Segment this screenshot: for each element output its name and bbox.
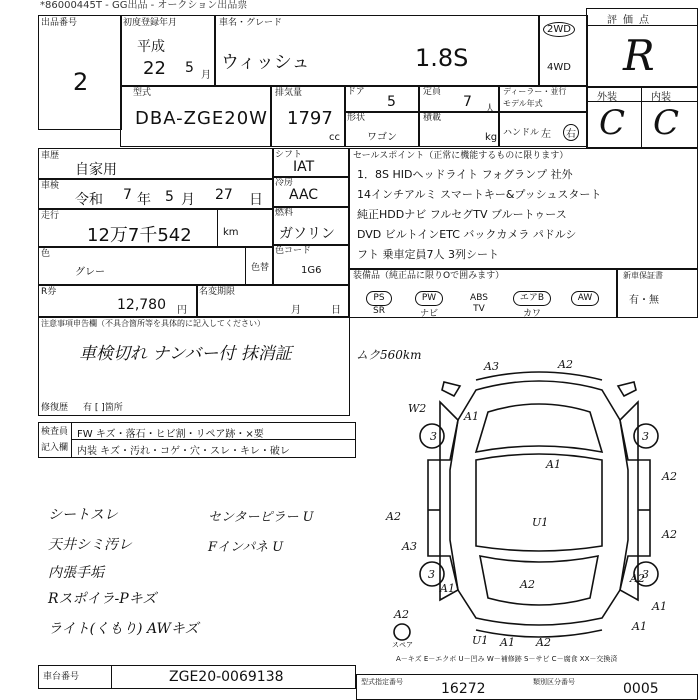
wheel-label: 3 [428,568,435,581]
handle-cell [498,111,588,147]
damage-label: A2 [394,608,409,621]
inspector-label2: 記入欄 [41,443,69,453]
fuel-label: 燃料 [275,208,294,218]
equip-top: PW [415,291,443,306]
reg-month: 5 [185,60,194,76]
interior-value: C [653,103,680,143]
dealer-cell [498,85,588,113]
bottom-bar-label2: 類別区分番号 [533,678,575,686]
reg-year: 22 [143,58,166,79]
color-value: グレー [75,267,105,278]
score-value: R [623,31,655,80]
drive-4wd: 4WD [547,62,571,73]
damage-label: W2 [408,402,427,415]
damage-label: A1 [440,582,455,595]
equip-bottom: TV [473,304,485,314]
loading-unit: kg [485,132,498,143]
capacity-cell [418,85,500,113]
shift-cell [272,148,350,178]
left-note: Rスポイラ-Pキズ [48,591,157,607]
score-label: 評価点 [607,15,655,26]
damage-label: A2 [558,360,573,371]
damage-label: A3 [484,360,499,373]
lot-number: 2 [73,68,89,96]
damage-label: A1 [464,410,479,423]
door-value: 5 [387,94,396,110]
repair-value: 有 [ ]箇所 [83,403,123,413]
capacity-label: 定員 [423,87,442,97]
equip-top: PS [366,291,391,306]
diagram-legend: A－キズ E－エクボ U－凹み W－補修跡 S－サビ C－腐食 XX－交換済 [396,655,618,663]
model-label: 車名・グレード [219,18,283,28]
wheel-label: 3 [430,430,437,443]
handle-label: ハンドル [503,128,540,138]
reg-cell [120,15,216,87]
interior-label: 内装 [651,92,671,103]
chassis-label: 車台番号 [43,672,80,682]
price-value: 12,780 [117,297,166,313]
wheel-label: 3 [642,568,649,581]
grade: 1.8S [415,44,469,72]
door-cell [344,85,420,113]
meigi-month: 月 [291,305,301,316]
fuel-value: ガソリン [279,226,335,242]
usage-value: 自家用 [75,162,117,178]
capacity-value: 7 [463,94,472,110]
damage-label: A3 [402,540,417,553]
displacement-cell [270,85,346,147]
bottom-bar [356,674,698,700]
shift-label: シフト [275,150,303,160]
lot-cell [38,15,122,130]
damage-label: A1 [546,458,561,471]
sales-point-cell [348,148,698,270]
displacement-unit: cc [329,132,340,143]
sales-line: DVD ビルトインETC バックカメラ パドルシ [357,228,577,241]
shape-value: ワゴン [367,132,397,143]
price-unit: 円 [177,305,187,316]
wheel-label: 3 [642,430,649,443]
equip-bottom: ナビ [419,309,438,319]
model-name: ウィッシュ [221,52,310,73]
sales-line: 1．8S HIDヘッドライト フォグランプ 社外 [357,168,573,181]
handle-right: 右 [563,124,579,141]
equip-aw [563,285,607,306]
equipment-label: 装備品（純正品に限りOで囲みます） [353,271,505,281]
aircon-value: AAC [289,187,319,203]
capacity-unit: 人 [485,104,495,115]
aircon-label: 冷房 [275,178,294,188]
drive-2wd: 2WD [543,22,575,37]
mileage-cell [38,208,274,248]
meigi-label: 名変期限 [199,287,236,297]
inspection-month-unit: 月 [181,192,195,208]
sales-point-label: セールスポイント（正常に機能するものに限ります） [353,151,569,161]
color-code-value: 1G6 [301,265,322,276]
damage-label: A1 [500,636,515,649]
bottom-bar-label: 型式指定番号 [361,678,403,686]
inspector-row1: FW キズ・落石・ヒビ割・リペア跡・×要 [77,429,264,440]
fuel-cell [272,206,350,246]
inspection-label: 車検 [41,181,60,191]
shift-value: IAT [293,159,315,175]
inspection-month: 5 [165,189,174,205]
loading-cell [418,111,500,147]
damage-label: A2 [520,578,535,591]
damage-label: A1 [652,600,667,613]
warranty-value: 有・無 [629,295,659,306]
usage-label: 車歴 [41,151,60,161]
score-cell [586,8,698,88]
diagram-mileage-note: ムク560km [356,348,422,362]
notes-label: 注意事項申告欄（不具合箇所等を具体的に記入してください） [41,319,265,328]
left-note: 天井シミ汚レ [48,537,132,553]
header-strip: *86000445T - GG出品 - オークション出品票 [40,0,248,11]
equip-top: ABS [470,293,488,303]
color-code-label: 色コード [275,246,312,256]
color-label: 色 [41,249,51,259]
damage-label: A2 [662,528,677,541]
warranty-cell [616,268,698,318]
inspection-era: 令和 [75,192,103,208]
chassis-cell [38,665,356,689]
notes-cell [38,316,350,416]
notes-handwriting: 車検切れ ナンバー付 抹消証 [79,344,292,364]
katashiki-label: 型式 [133,88,152,98]
displacement-label: 排気量 [275,88,303,98]
inspector-row2: 内装 キズ・汚れ・コゲ・穴・スレ・キレ・破レ [77,446,290,457]
handle-left: 左 [541,129,551,140]
damage-label: A2 [630,572,645,585]
mileage-unit: km [223,227,239,238]
inspector-label1: 検査員 [41,427,69,437]
exterior-label: 外装 [597,92,617,103]
model-year-label: モデル年式 [503,99,543,108]
color-change-label: 色替 [251,263,270,273]
equipment-cell [348,268,618,318]
color-code-cell [272,244,350,286]
usage-cell [38,148,274,180]
damage-label: U1 [472,634,489,647]
left-note2: Fインパネ U [208,540,284,555]
damage-label: U1 [532,516,549,529]
katashiki-cell [120,85,272,147]
repair-label: 修復歴 [41,403,69,413]
sales-line: 純正HDDナビ フルセグTV ブルートゥース [357,208,567,221]
damage-label: A2 [662,470,677,483]
inspection-day-unit: 日 [249,192,263,208]
loading-label: 積載 [423,113,442,123]
aircon-cell [272,176,350,208]
inspection-day: 27 [215,187,233,203]
sales-line: フト 乗車定員7人 3列シート [357,248,499,261]
color-cell [38,246,274,286]
equip-bottom: SR [373,306,385,316]
reg-month-unit: 月 [201,70,211,81]
reg-label: 初度登録年月 [123,18,178,28]
shape-cell [344,111,420,147]
sales-line: 14インチアルミ スマートキー&プッシュスタート [357,188,602,201]
mileage-value: 12万7千542 [87,225,192,246]
price-label: R券 [41,287,57,297]
equip-ps [357,285,401,316]
damage-label: A2 [536,636,551,649]
inspection-year: 7 [123,187,132,203]
spare-label: スペア [392,641,413,649]
bottom-bar-value2: 0005 [623,681,659,697]
left-note: 内張手垢 [48,565,104,581]
lot-label: 出品番号 [41,18,78,28]
reg-era: 平成 [137,39,165,55]
equip-airbag [507,285,557,319]
car-diagram [380,360,698,650]
bottom-bar-value1: 16272 [441,681,486,697]
sales-point-lines [357,165,601,265]
meigi-cell [196,284,350,318]
shape-label: 形状 [347,113,366,123]
equip-pw [407,285,451,319]
inspector-cell [38,422,356,458]
equip-abs [457,285,501,314]
meigi-day: 日 [331,305,341,316]
price-cell [38,284,198,318]
mileage-label: 走行 [41,211,60,221]
ext-int-cell [586,86,698,148]
model-cell [214,15,540,87]
warranty-label: 新車保証書 [623,271,663,280]
equip-bottom: カワ [522,309,541,319]
equip-top: エアB [513,291,551,306]
left-note2: センターピラー U [208,510,314,525]
dealer-label: ディーラー・並行 [503,87,567,96]
chassis-value: ZGE20-0069138 [169,669,284,685]
door-label: ドア [347,87,365,97]
katashiki-value: DBA-ZGE20W [135,108,268,129]
left-note: ライト(くもり) AWキズ [48,621,199,637]
equip-top: AW [571,291,600,306]
displacement-value: 1797 [287,108,333,129]
inspection-cell [38,178,274,210]
drive-cell [538,15,588,87]
left-note: シートスレ [48,507,118,523]
damage-label: A2 [386,510,401,523]
exterior-value: C [599,103,626,143]
inspection-year-unit: 年 [137,192,151,208]
damage-label: A1 [632,620,647,633]
